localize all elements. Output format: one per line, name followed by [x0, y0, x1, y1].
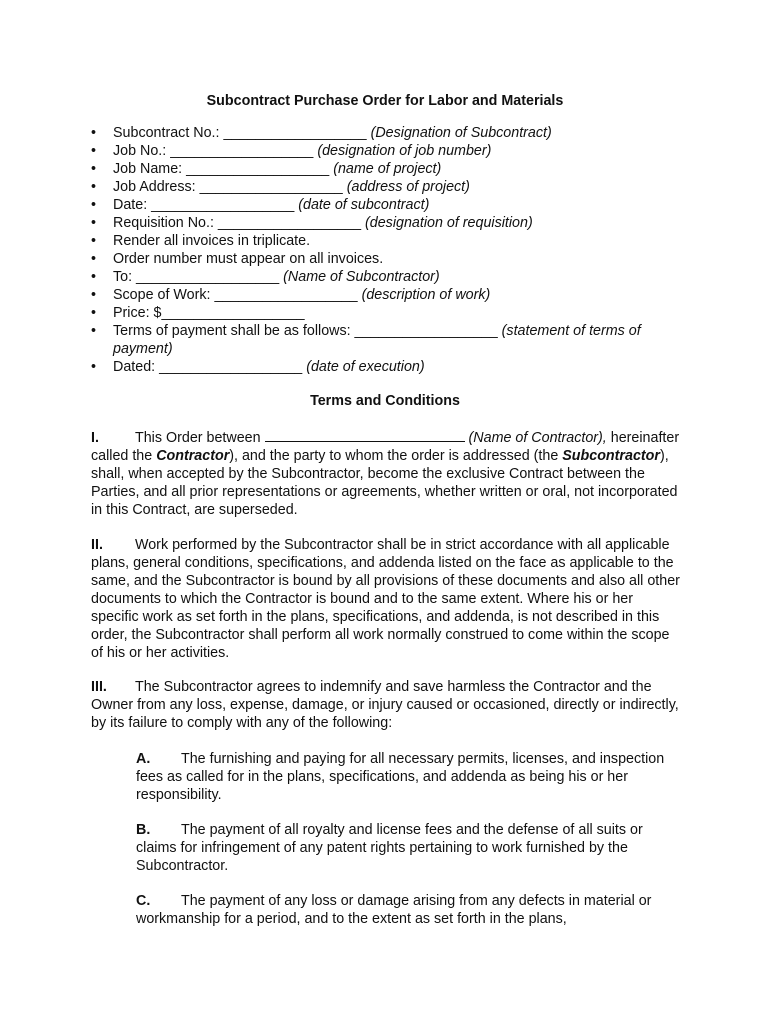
list-item-label: Date: __________________ — [113, 197, 295, 213]
section-number: II. — [91, 537, 103, 553]
subsection-b — [136, 821, 684, 875]
list-item — [91, 178, 691, 196]
bullet-icon: • — [91, 161, 97, 177]
list-item — [91, 124, 691, 142]
list-item-label: Order number must appear on all invoices. — [113, 251, 384, 267]
list-item-label: To: __________________ — [113, 269, 280, 285]
list-item — [91, 196, 691, 214]
list-item-label: Render all invoices in triplicate. — [113, 233, 311, 249]
subsection-c — [136, 892, 684, 928]
bullet-icon: • — [91, 323, 97, 339]
section-text: The Subcontractor agrees to indemnify and save harmless the Contractor and the Owner from any loss, expense, damage, or injury caused or occasioned, directly or indirectly, by its failure to comply with any of the following: — [91, 679, 679, 731]
list-item-description: (Designation of Subcontract) — [370, 125, 552, 141]
section-number: A. — [136, 751, 151, 767]
list-item — [91, 304, 691, 322]
bullet-icon: • — [91, 125, 97, 141]
bullet-icon: • — [91, 287, 97, 303]
list-item-label: Subcontract No.: __________________ — [113, 125, 367, 141]
bullet-icon: • — [91, 269, 97, 285]
section-lead-text: This Order between — [135, 430, 261, 446]
list-item — [91, 286, 691, 304]
order-details-list — [91, 124, 691, 376]
list-item — [91, 268, 691, 286]
list-item-label: Job No.: __________________ — [113, 143, 314, 159]
bullet-icon: • — [91, 179, 97, 195]
contractor-name-description: (Name of Contractor), — [468, 430, 607, 446]
list-item-label: Job Name: __________________ — [113, 161, 330, 177]
section-text: The payment of all royalty and license fees and the defense of all suits or claims for infringement of any patent rights pertaining to work furnished by the Subcontractor. — [136, 822, 643, 874]
bullet-icon: • — [91, 251, 97, 267]
section-text: Work performed by the Subcontractor shall be in strict accordance with all applicable plans, general conditions, specifications, and addenda listed on the face as applicable to the same, and the Subcontractor is bound by all provisions of these documents and also all other documents to which the Contractor is bound and to the same extent. Where his or her specific work as set forth in the plans, specifications, and addenda, is not described in this order, the Subcontractor shall perform all work normally construed to come within the scope of his or her activities. — [91, 537, 680, 661]
section-number: C. — [136, 893, 151, 909]
bullet-icon: • — [91, 215, 97, 231]
list-item — [91, 160, 691, 178]
section-text: ), shall, when accepted by the Subcontractor, become the exclusive Contract between the Parties, and all prior representations or agreements, whether written or oral, not incorporated in this Contract, are superseded. — [91, 448, 678, 518]
list-item-label: Terms of payment shall be as follows: __________________ — [113, 323, 498, 339]
list-item-label: Dated: __________________ — [113, 359, 303, 375]
document-title: Subcontract Purchase Order for Labor and Materials — [206, 93, 564, 109]
subsection-a — [136, 750, 684, 804]
bullet-icon: • — [91, 197, 97, 213]
list-item-label: Scope of Work: __________________ — [113, 287, 358, 303]
bullet-icon: • — [91, 143, 97, 159]
section-text: ), and the party to whom the order is addressed (the — [229, 448, 563, 464]
list-item — [91, 214, 691, 232]
section-text: The payment of any loss or damage arising from any defects in material or workmanship for a period, and to the extent as set forth in the plans, — [136, 893, 652, 927]
list-item-description: (statement of terms of payment) — [113, 323, 641, 357]
bullet-icon: • — [91, 233, 97, 249]
list-item-description: (designation of requisition) — [365, 215, 533, 231]
list-item-label: Price: $__________________ — [113, 305, 305, 321]
section-text: hereinafter called the — [91, 430, 680, 464]
list-item-description: (designation of job number) — [317, 143, 492, 159]
list-item-label: Job Address: __________________ — [113, 179, 343, 195]
list-item-description: (Name of Subcontractor) — [283, 269, 440, 285]
section-number: III. — [91, 679, 107, 695]
contractor-name-blank — [265, 428, 465, 442]
list-item-description: (description of work) — [361, 287, 491, 303]
section-number: I. — [91, 430, 99, 446]
list-item — [91, 142, 691, 160]
contractor-term: Contractor — [156, 448, 230, 464]
bullet-icon: • — [91, 359, 97, 375]
section-iii — [91, 678, 681, 732]
list-item-description: (date of subcontract) — [298, 197, 430, 213]
list-item-description: (address of project) — [346, 179, 470, 195]
list-item-description: (name of project) — [333, 161, 442, 177]
list-item — [91, 250, 691, 268]
list-item — [91, 358, 691, 376]
section-text: The furnishing and paying for all necessary permits, licenses, and inspection fees as called for in the plans, specifications, and addenda as being his or her responsibility. — [136, 751, 665, 803]
list-item — [91, 232, 691, 250]
subcontractor-term: Subcontractor — [562, 448, 660, 464]
bullet-icon: • — [91, 305, 97, 321]
section-number: B. — [136, 822, 151, 838]
terms-heading: Terms and Conditions — [310, 393, 460, 409]
section-i — [91, 428, 681, 519]
list-item — [91, 322, 683, 358]
section-ii — [91, 536, 681, 662]
list-item-description: (date of execution) — [306, 359, 425, 375]
list-item-label: Requisition No.: __________________ — [113, 215, 362, 231]
